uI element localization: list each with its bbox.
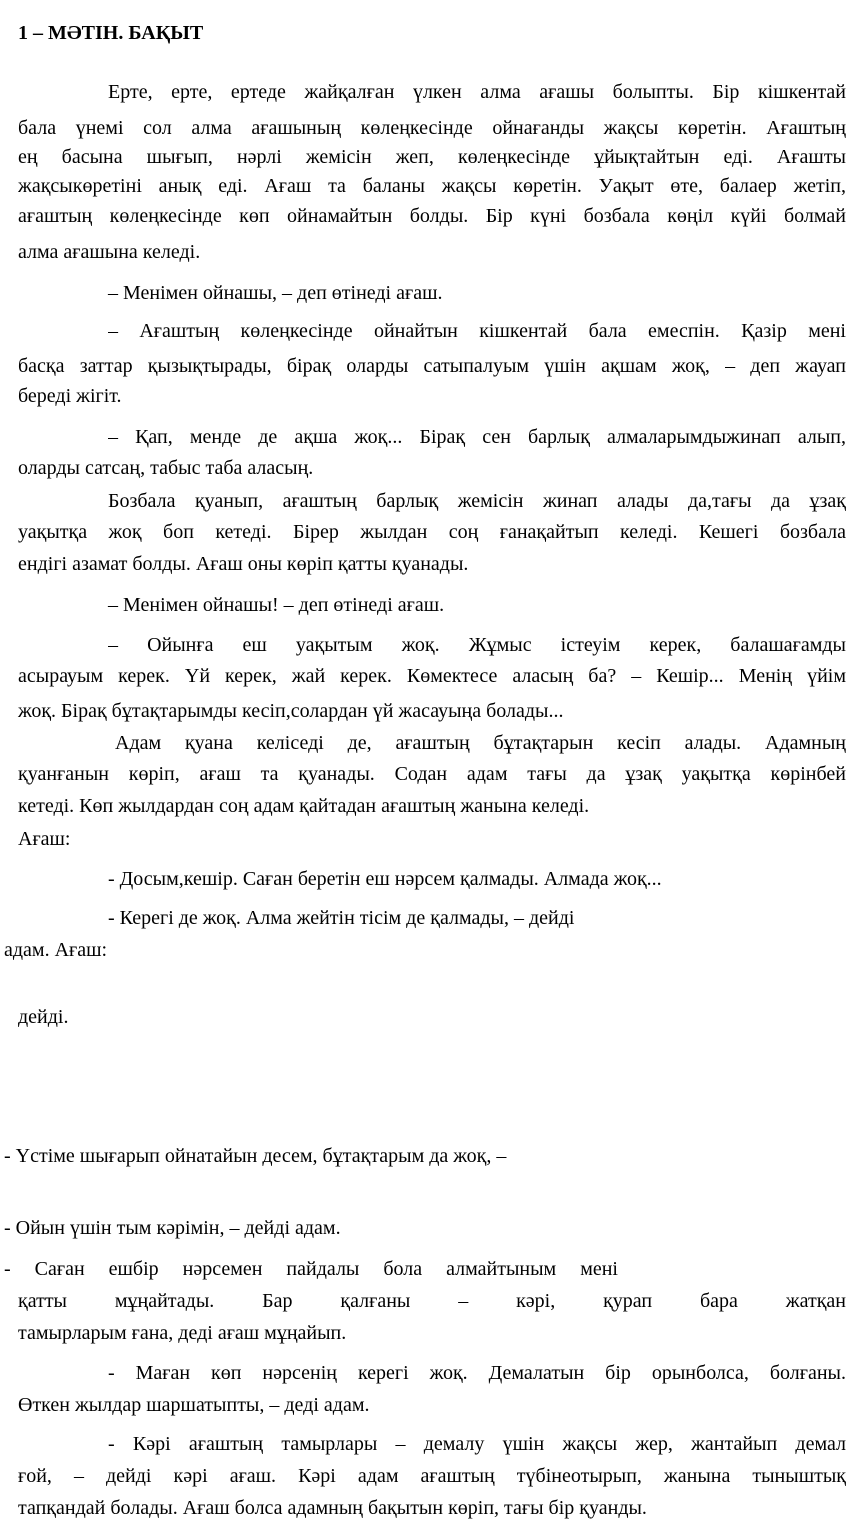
text-line: алма ағашына келеді. <box>18 241 201 263</box>
text-line: ең басына шығып, нәрлі жемісін жеп, көлеңкесінде ұйықтайтын еді. Ағашты <box>18 146 846 168</box>
text-line: - Досым,кешір. Саған беретін еш нәрсем қалмады. Алмада жоқ... <box>108 868 662 890</box>
text-line: Бозбала қуанып, ағаштың барлық жемісін жинап алады да,тағы да ұзақ <box>108 490 846 512</box>
text-line: – Ойынға еш уақытым жоқ. Жұмыс істеуім керек, балашағамды <box>108 634 846 656</box>
text-line: ендігі азамат болды. Ағаш оны көріп қатты қуанады. <box>18 553 469 575</box>
text-line: Адам қуана келіседі де, ағаштың бұтақтарын кесіп алады. Адамның <box>115 732 846 754</box>
text-line: кетеді. Көп жылдардан соң адам қайтадан ағаштың жанына келеді. <box>18 795 590 817</box>
text-line: қуанғанын көріп, ағаш та қуанады. Содан адам тағы да ұзақ уақытқа көрінбей <box>18 763 846 785</box>
text-line: - Үстіме шығарып ойнатайын десем, бұтақтарым да жоқ, – <box>4 1145 507 1167</box>
text-line: береді жігіт. <box>18 385 122 407</box>
text-line: адам. Ағаш: <box>4 939 108 961</box>
text-line: басқа заттар қызықтырады, бірақ оларды сатыпалуым үшін ақшам жоқ, – деп жауап <box>18 355 846 377</box>
text-line: - Кәрі ағаштың тамырлары – демалу үшін жақсы жер, жантайып демал <box>108 1433 846 1455</box>
text-line: Өткен жылдар шаршатыпты, – деді адам. <box>18 1394 370 1416</box>
text-line: асырауым керек. Үй керек, жай керек. Көмектесе аласың ба? – Кешір... Менің үйім <box>18 665 846 687</box>
document-title: 1 – МӘТІН. БАҚЫТ <box>18 22 204 44</box>
text-line: тамырларым ғана, деді ағаш мұңайып. <box>18 1322 347 1344</box>
text-line: бала үнемі сол алма ағашының көлеңкесінде ойнағанды жақсы көретін. Ағаштың <box>18 117 846 139</box>
text-line: жоқ. Бірақ бұтақтарымды кесіп,солардан үй жасауыңа болады... <box>18 700 564 722</box>
text-line: - Саған ешбір нәрсемен пайдалы бола алмайтыным мені <box>4 1258 618 1280</box>
text-line: жақсыкөретіні анық еді. Ағаш та баланы жақсы көретін. Уақыт өте, балаер жетіп, <box>18 175 846 197</box>
text-line: тапқандай болады. Ағаш болса адамның бақытын көріп, тағы бір қуанды. <box>18 1497 647 1519</box>
text-line: дейді. <box>18 1006 69 1028</box>
text-line: – Ағаштың көлеңкесінде ойнайтын кішкентай бала емеспін. Қазір мені <box>108 320 846 342</box>
text-line: - Ойын үшін тым кәрімін, – дейді адам. <box>4 1217 341 1239</box>
text-line: Ерте, ерте, ертеде жайқалған үлкен алма ағашы болыпты. Бір кішкентай <box>108 81 846 103</box>
text-line: Ағаш: <box>18 828 71 850</box>
text-line: – Қап, менде де ақша жоқ... Бірақ сен барлық алмаларымдыжинап алып, <box>108 426 846 448</box>
text-line: - Маған көп нәрсенің керегі жоқ. Демалатын бір орынболса, болғаны. <box>108 1362 846 1384</box>
text-line: ғой, – дейді кәрі ағаш. Кәрі адам ағаштың түбінеотырып, жанына тыныштық <box>18 1465 846 1487</box>
text-line: – Менімен ойнашы! – деп өтінеді ағаш. <box>108 594 445 616</box>
text-line: қатты мұңайтады. Бар қалғаны – кәрі, қурап бара жатқан <box>18 1290 846 1312</box>
text-line: - Керегі де жоқ. Алма жейтін тісім де қалмады, – дейді <box>108 907 575 929</box>
text-line: оларды сатсаң, табыс таба аласың. <box>18 457 314 479</box>
text-line: ағаштың көлеңкесінде көп ойнамайтын болды. Бір күні бозбала көңіл күйі болмай <box>18 205 846 227</box>
text-line: – Менімен ойнашы, – деп өтінеді ағаш. <box>108 282 443 304</box>
text-line: уақытқа жоқ боп кетеді. Бірер жылдан соң ғанақайтып келеді. Кешегі бозбала <box>18 521 846 543</box>
